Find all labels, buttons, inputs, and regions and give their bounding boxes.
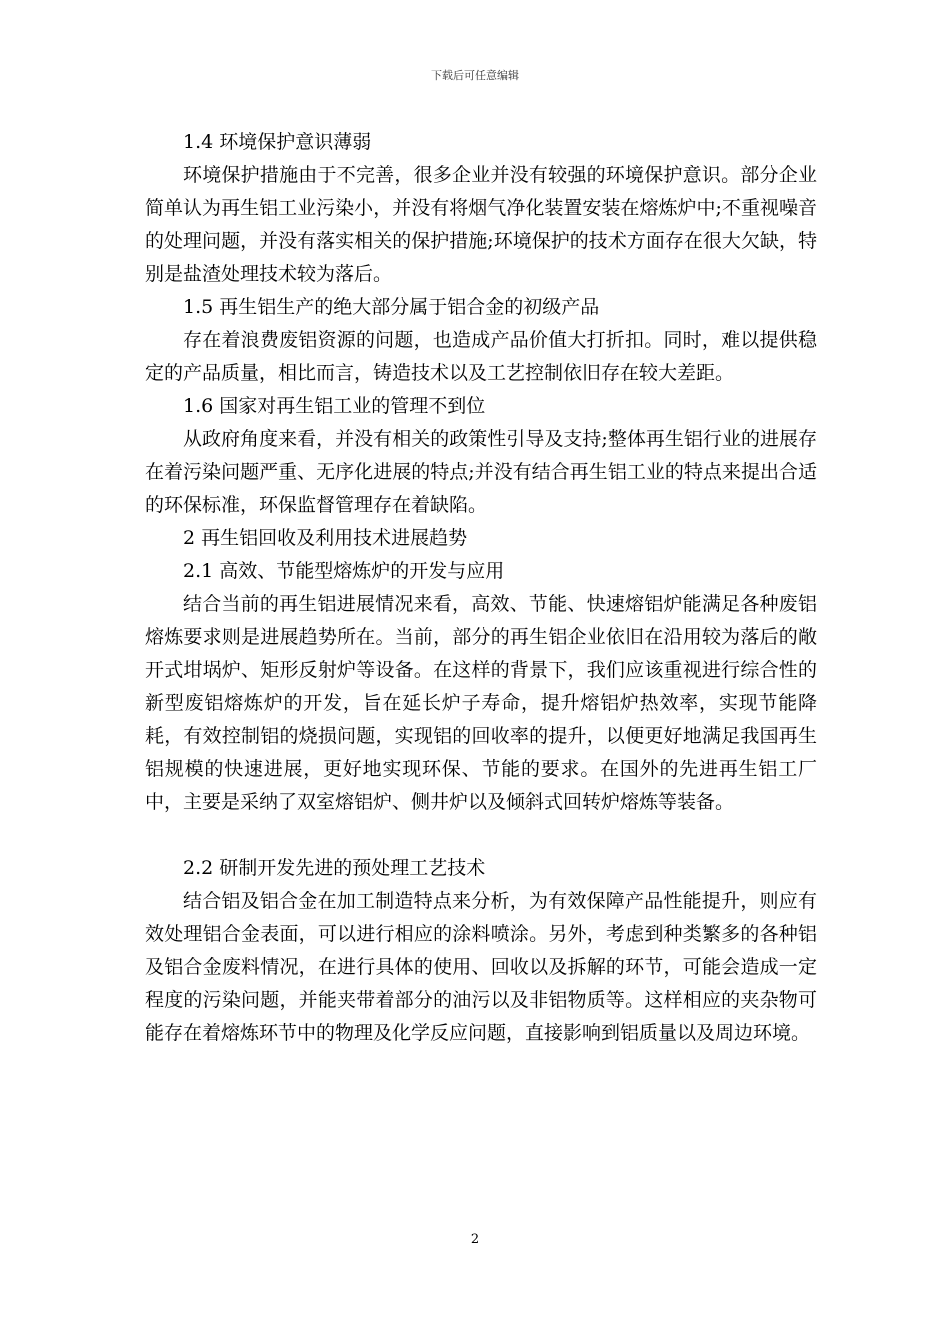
section-heading-2-2: 2.2 研制开发先进的预处理工艺技术 — [183, 857, 486, 879]
paragraph: 结合当前的再生铝进展情况来看，高效、节能、快速熔铝炉能满足各种废铝熔炼要求则是进展趋势所在。当前，部分的再生铝企业依旧在沿用较为落后的敞开式坩埚炉、矩形反射炉等设备。在这样的背景下，我们应该重视进行综合性的新型废铝熔炼炉的开发，旨在延长炉子寿命，提升熔铝炉热效率，实现节能降耗，有效控制铝的烧损问题，实现铝的回收率的提升，以便更好地满足我国再生铝规模的快速进展，更好地实现环保、节能的要求。在国外的先进再生铝工厂中，主要是采纳了双室熔铝炉、侧井炉以及倾斜式回转炉熔炼等装备。 — [145, 593, 817, 813]
paragraph: 结合铝及铝合金在加工制造特点来分析，为有效保障产品性能提升，则应有效处理铝合金表面，可以进行相应的涂料喷涂。另外，考虑到种类繁多的各种铝及铝合金废料情况，在进行具体的使用、回收以及拆解的环节，可能会造成一定程度的污染问题，并能夹带着部分的油污以及非铝物质等。这样相应的夹杂物可能存在着熔炼环节中的物理及化学反应问题，直接影响到铝质量以及周边环境。 — [145, 890, 817, 1044]
document-body — [145, 126, 817, 1050]
section-heading-1-4: 1.4 环境保护意识薄弱 — [183, 131, 372, 153]
header-note: 下载后可任意编辑 — [431, 69, 519, 82]
paragraph: 从政府角度来看，并没有相关的政策性引导及支持;整体再生铝行业的进展存在着污染问题严重、无序化进展的特点;并没有结合再生铝工业的特点来提出合适的环保标准，环保监督管理存在着缺陷。 — [145, 428, 817, 516]
paragraph: 环境保护措施由于不完善，很多企业并没有较强的环境保护意识。部分企业简单认为再生铝工业污染小，并没有将烟气净化装置安装在熔炼炉中;不重视噪音的处理问题，并没有落实相关的保护措施;环境保护的技术方面存在很大欠缺，特别是盐渣处理技术较为落后。 — [145, 164, 817, 285]
paragraph: 存在着浪费废铝资源的问题，也造成产品价值大打折扣。同时，难以提供稳定的产品质量，相比而言，铸造技术以及工艺控制依旧存在较大差距。 — [145, 329, 817, 384]
blank-line — [145, 819, 817, 852]
section-heading-2: 2 再生铝回收及利用技术进展趋势 — [183, 527, 468, 549]
section-heading-2-1: 2.1 高效、节能型熔炼炉的开发与应用 — [183, 560, 505, 582]
page-number: 2 — [470, 1232, 480, 1247]
section-heading-1-5: 1.5 再生铝生产的绝大部分属于铝合金的初级产品 — [183, 296, 600, 318]
section-heading-1-6: 1.6 国家对再生铝工业的管理不到位 — [183, 395, 486, 417]
